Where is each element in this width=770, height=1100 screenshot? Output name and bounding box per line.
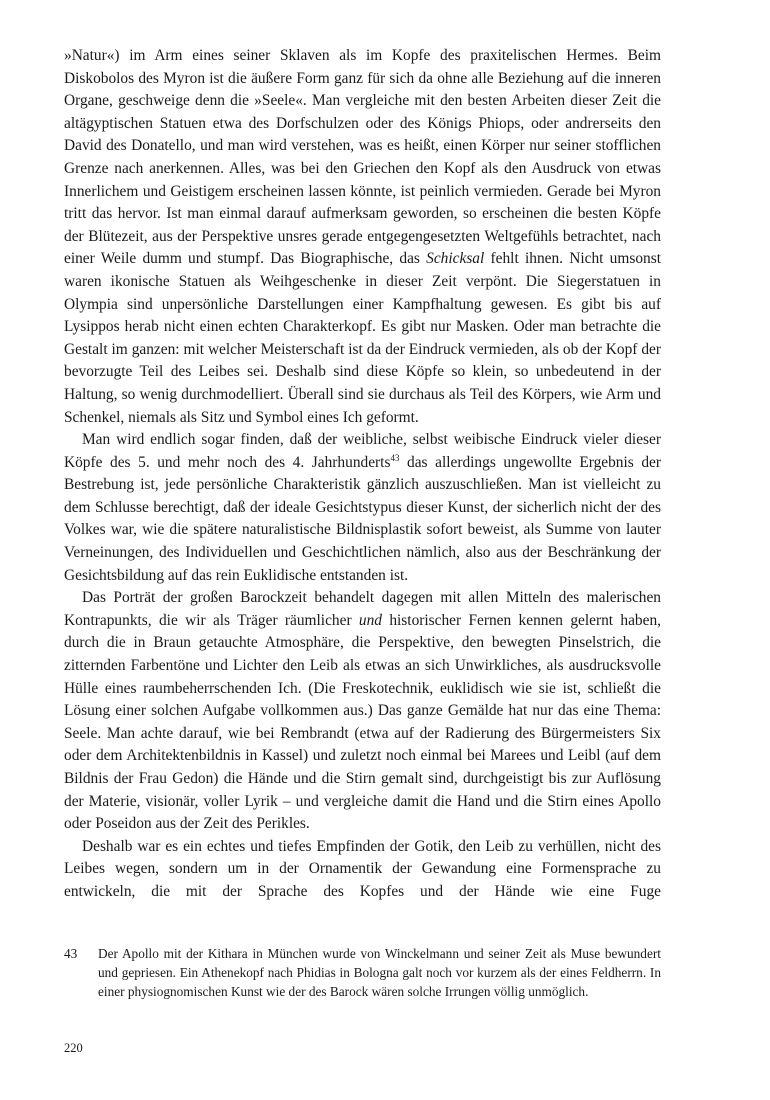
paragraph-3-text-cont: historischer Fernen kennen gelernt haben, durch die in Braun getauchte Atmosphäre, die Perspektive, den bewegten Pinselstrich, die zitternden Farbentöne und Lichter den Leib als etwas an sich Unwirkliches, als ausdrucksvolle Hülle eines raumbeherrschenden Ich. (Die Freskotechnik, euklidisch wie sie ist, schließt die Lösung einer solchen Aufgabe vollkommen aus.) Das ganze Gemälde hat nur das eine Thema: Seele. Man achte darauf, wie bei Rembrandt (etwa auf der Radierung des Bürgermeisters Six oder dem Architektenbildnis in Kassel) und zuletzt noch einmal bei Marees und Leibl (auf dem Bildnis der Frau Gedon) die Hände und die Stirn gemalt sind, durchgeistigt bis zur Auflösung der Materie, visionär, voller Lyrik – und vergleiche damit die Hand und die Stirn eines Apollo oder Poseidon aus der Zeit des Perikles. bbox=[64, 611, 661, 833]
page-number: 220 bbox=[64, 1041, 83, 1055]
paragraph-3 bbox=[64, 587, 661, 836]
paragraph-1-text-cont: fehlt ihnen. Nicht umsonst waren ikonische Statuen als Weihgeschenke in dieser Zeit verpönt. Die Siegerstatuen in Olympia sind unpersönliche Darstellungen einer Kampfhaltung gewesen. Es gibt bis auf Lysippos herab nicht einen echten Charakterkopf. Es gibt nur Masken. Oder man betrachte die Gestalt im ganzen: mit welcher Meisterschaft ist da der Eindruck vermieden, als ob der Kopf der bevorzugte Teil des Leibes sei. Deshalb sind diese Köpfe so klein, so unbedeutend in der Haltung, so wenig durchmodelliert. Überall sind sie durchaus als Teil des Körpers, wie Arm und Schenkel, niemals als Sitz und Symbol eines Ich geformt. bbox=[64, 250, 661, 426]
emphasis-schicksal: Schicksal bbox=[426, 250, 485, 268]
paragraph-2 bbox=[64, 429, 661, 587]
paragraph-3-text: Das Porträt der großen Barockzeit behandelt dagegen mit allen Mitteln des malerischen Kontrapunkts, die wir als Träger räumlicher bbox=[64, 589, 661, 629]
footnote-text: Der Apollo mit der Kithara in München wurde von Winckelmann und seiner Zeit als Muse bewundert und gepriesen. Ein Athenekopf nach Phidias in Bologna galt noch vor kurzem als der eines Feldherrn. In einer physiognomischen Kunst wie der des Barock wären solche Irrungen völlig unmöglich. bbox=[98, 946, 661, 999]
paragraph-2-text-cont: das allerdings ungewollte Ergebnis der Bestrebung ist, jede persönliche Charakteristik gänzlich auszuschließen. Man ist vielleicht zu dem Schlusse berechtigt, daß der ideale Gesichtstypus dieser Kunst, der sicherlich nicht der des Volkes war, wie die spätere naturalistische Bildnisplastik sofort beweist, als Summe von lauter Verneinungen, des Individuellen und Geschichtlichen nämlich, also aus der Beschränkung der Gesichtsbildung auf das rein Euklidische entstanden ist. bbox=[64, 453, 661, 584]
paragraph-4 bbox=[64, 836, 661, 904]
paragraph-2-text: Man wird endlich sogar finden, daß der weibliche, selbst weibische Eindruck vieler dieser Köpfe des 5. und mehr noch des 4. Jahrhunderts bbox=[64, 431, 661, 471]
paragraph-1 bbox=[64, 45, 661, 429]
footnote-number: 43 bbox=[64, 946, 78, 961]
paragraph-1-text: »Natur«) im Arm eines seiner Sklaven als im Kopfe des praxitelischen Hermes. Beim Diskobolos des Myron ist die äußere Form ganz für sich da ohne alle Beziehung auf die inneren Organe, geschweige denn die »Seele«. Man vergleiche mit den besten Arbeiten dieser Zeit die altägyptischen Statuen etwa des Dorfschulzen oder des Königs Phiops, oder andrerseits den David des Donatello, und man wird verstehen, was es heißt, einen Körper nur seiner stofflichen Grenze nach anerkennen. Alles, was bei den Griechen den Kopf als den Ausdruck von etwas Innerlichem und Geistigem erscheinen lassen könnte, ist peinlich vermieden. Gerade bei Myron tritt das hervor. Ist man einmal darauf aufmerksam geworden, so erscheinen die besten Köpfe der Blütezeit, aus der Perspektive unsres gerade entgegengesetzten Weltgefühls betrachtet, nach einer Weile dumm und stumpf. Das Biographische, das bbox=[64, 47, 661, 268]
body-text bbox=[64, 45, 661, 904]
paragraph-4-text: Deshalb war es ein echtes und tiefes Empfinden der Gotik, den Leib zu verhüllen, nicht des Leibes wegen, sondern um in der Ornamentik der Gewandung eine Formensprache zu entwickeln, die mit der Sprache des Kopfes und der Hände wie eine Fuge bbox=[64, 837, 661, 900]
emphasis-und: und bbox=[358, 611, 382, 629]
footnote-reference[interactable]: 43 bbox=[390, 452, 400, 463]
footnote bbox=[64, 944, 661, 1001]
